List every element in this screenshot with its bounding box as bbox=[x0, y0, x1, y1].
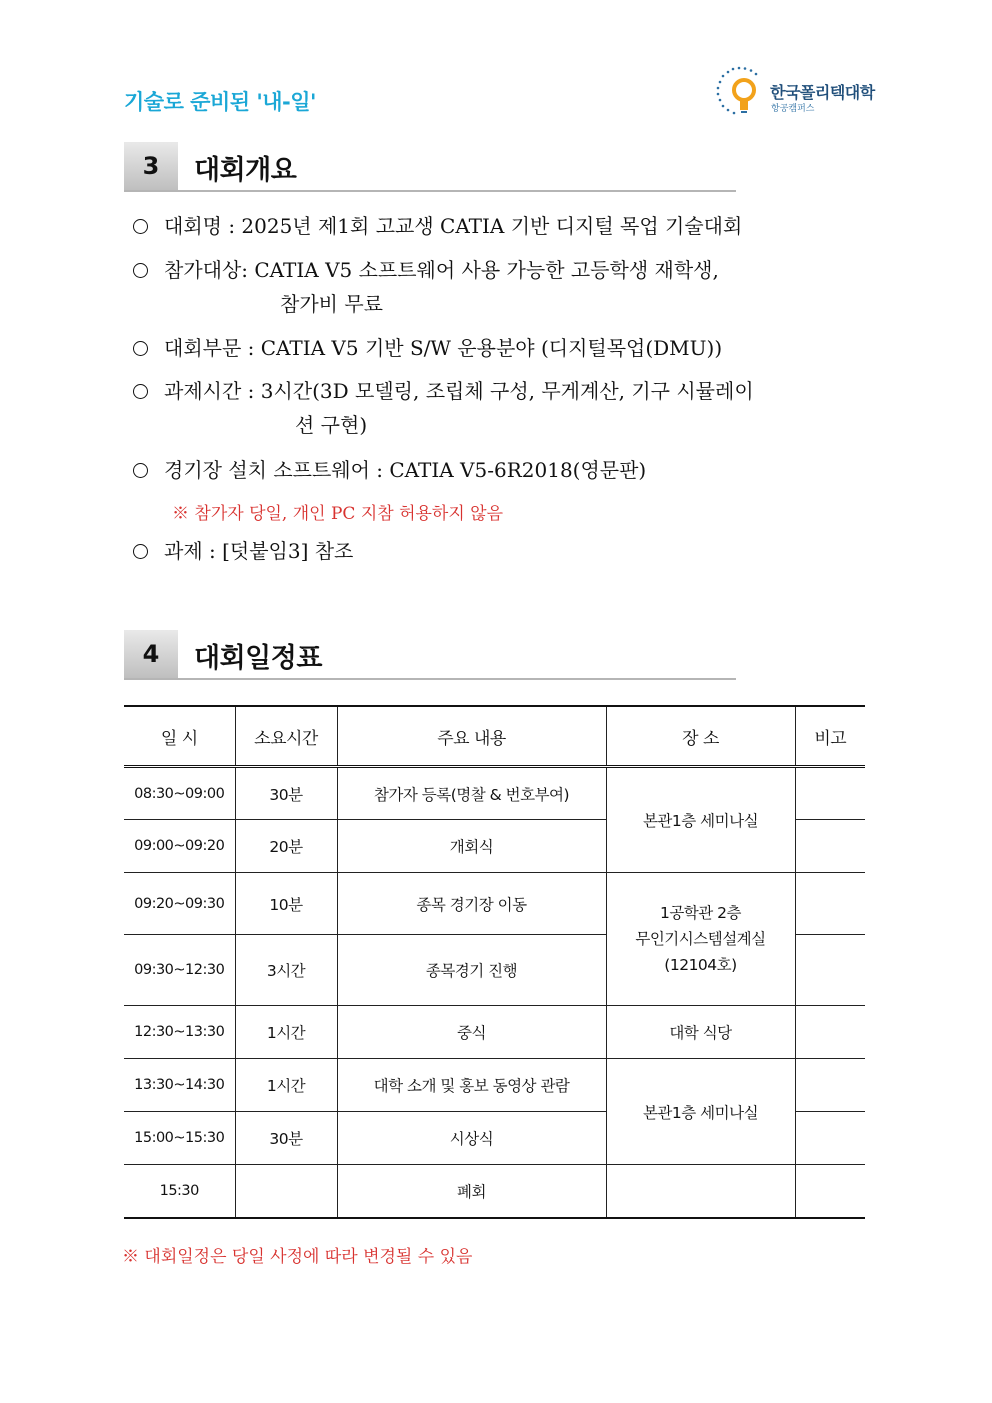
section-title: 대회개요 bbox=[194, 155, 297, 186]
row-content: 참가자 등록(명찰 & 번호부여) bbox=[337, 767, 606, 820]
place-line: 무인기시스템설계실 bbox=[635, 930, 766, 948]
schedule-change-notice: ※ 대회일정은 당일 사정에 따라 변경될 수 있음 bbox=[122, 1247, 473, 1267]
row-content: 대학 소개 및 홍보 동영상 관람 bbox=[337, 1059, 606, 1112]
row-duration: 20분 bbox=[235, 820, 337, 873]
circle-bullet-icon bbox=[133, 219, 148, 234]
schedule-table bbox=[124, 705, 865, 1219]
section-title: 대회일정표 bbox=[194, 643, 322, 674]
circle-bullet-icon bbox=[133, 544, 148, 559]
header-content: 주요 내용 bbox=[337, 706, 606, 767]
row-remarks bbox=[795, 767, 865, 820]
college-logo bbox=[714, 62, 884, 118]
row-content: 종목경기 진행 bbox=[337, 935, 606, 1006]
campus-name: 항공캠퍼스 bbox=[771, 104, 815, 114]
row-time: 15:00~15:30 bbox=[124, 1112, 235, 1165]
place-line: 1공학관 2층 bbox=[659, 904, 742, 922]
row-place: 본관1층 세미나실 bbox=[606, 767, 795, 873]
circle-bullet-icon bbox=[133, 263, 148, 278]
table-row bbox=[124, 873, 865, 935]
row-place: 본관1층 세미나실 bbox=[606, 1059, 795, 1165]
row-remarks bbox=[795, 873, 865, 935]
overview-item-time: 과제시간 : 3시간(3D 모델링, 조립체 구성, 무게계산, 기구 시뮬레이 bbox=[133, 374, 873, 408]
row-duration: 1시간 bbox=[235, 1059, 337, 1112]
circle-bullet-icon bbox=[133, 341, 148, 356]
row-duration bbox=[235, 1165, 337, 1218]
table-row bbox=[124, 1006, 865, 1059]
row-time: 12:30~13:30 bbox=[124, 1006, 235, 1059]
overview-item-software: 경기장 설치 소프트웨어 : CATIA V5-6R2018(영문판) bbox=[133, 453, 873, 487]
row-remarks bbox=[795, 820, 865, 873]
row-remarks bbox=[795, 1006, 865, 1059]
table-row bbox=[124, 1059, 865, 1112]
row-time: 09:20~09:30 bbox=[124, 873, 235, 935]
row-duration: 10분 bbox=[235, 873, 337, 935]
section-number: 4 bbox=[124, 630, 178, 678]
row-time: 13:30~14:30 bbox=[124, 1059, 235, 1112]
pc-notice: ※ 참가자 당일, 개인 PC 지참 허용하지 않음 bbox=[172, 504, 504, 524]
table-row bbox=[124, 1165, 865, 1218]
overview-item-category: 대회부문 : CATIA V5 기반 S/W 운용분야 (디지털목업(DMU)) bbox=[133, 331, 873, 365]
row-duration: 3시간 bbox=[235, 935, 337, 1006]
row-duration: 1시간 bbox=[235, 1006, 337, 1059]
row-content: 시상식 bbox=[337, 1112, 606, 1165]
row-place bbox=[606, 1165, 795, 1218]
overview-item-target: 참가대상: CATIA V5 소프트웨어 사용 가능한 고등학생 재학생, bbox=[133, 253, 873, 287]
header-slogan: 기술로 준비된 '내-일' bbox=[124, 90, 316, 114]
table-row bbox=[124, 767, 865, 820]
overview-item-time-cont: 션 구현) bbox=[295, 413, 368, 437]
section-number: 3 bbox=[124, 142, 178, 190]
header-place: 장 소 bbox=[606, 706, 795, 767]
overview-item-name: 대회명 : 2025년 제1회 고교생 CATIA 기반 디지털 목업 기술대회 bbox=[133, 209, 873, 243]
overview-item-task: 과제 : [덧붙임3] 참조 bbox=[133, 534, 873, 568]
college-name: 한국폴리텍대학 bbox=[770, 83, 875, 102]
header-duration: 소요시간 bbox=[235, 706, 337, 767]
row-time: 08:30~09:00 bbox=[124, 767, 235, 820]
row-remarks bbox=[795, 1059, 865, 1112]
section-divider bbox=[124, 678, 736, 680]
row-time: 15:30 bbox=[124, 1165, 235, 1218]
header-remarks: 비고 bbox=[795, 706, 865, 767]
table-header-row bbox=[124, 706, 865, 767]
overview-item-target-cont: 참가비 무료 bbox=[280, 292, 383, 316]
row-time: 09:00~09:20 bbox=[124, 820, 235, 873]
row-duration: 30분 bbox=[235, 1112, 337, 1165]
row-remarks bbox=[795, 1112, 865, 1165]
row-remarks bbox=[795, 935, 865, 1006]
row-time: 09:30~12:30 bbox=[124, 935, 235, 1006]
row-place: 대학 식당 bbox=[606, 1006, 795, 1059]
section-3-heading bbox=[124, 142, 736, 192]
row-content: 개회식 bbox=[337, 820, 606, 873]
circle-bullet-icon bbox=[133, 463, 148, 478]
row-remarks bbox=[795, 1165, 865, 1218]
lightbulb-logo-icon bbox=[714, 62, 766, 118]
circle-bullet-icon bbox=[133, 384, 148, 399]
row-content: 폐회 bbox=[337, 1165, 606, 1218]
header-datetime: 일 시 bbox=[124, 706, 235, 767]
section-4-heading bbox=[124, 630, 736, 680]
row-duration: 30분 bbox=[235, 767, 337, 820]
row-content: 중식 bbox=[337, 1006, 606, 1059]
row-content: 종목 경기장 이동 bbox=[337, 873, 606, 935]
place-line: (12104호) bbox=[664, 956, 737, 974]
section-divider bbox=[124, 190, 736, 192]
row-place bbox=[606, 873, 795, 1006]
